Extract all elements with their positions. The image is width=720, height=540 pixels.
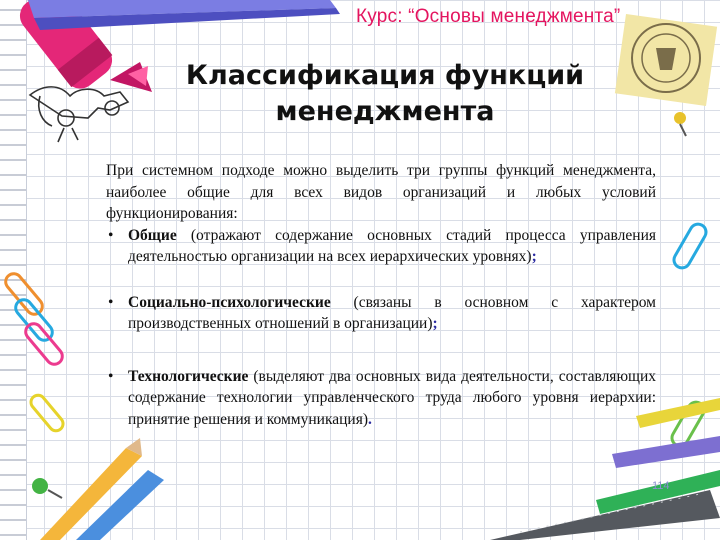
mechanical-bird-illustration <box>30 87 128 142</box>
slide-title-line1: Классификация функций <box>185 60 585 91</box>
bullet-text: (выделяют два основных вида деятельности, составляющих содержание технологии управленческого труда любого уровня иерархии: принятие решения и коммуникация) <box>128 367 656 428</box>
bullet-term: Общие <box>128 226 177 244</box>
page-number: 114 <box>652 480 670 492</box>
bullet-term: Социально-психологические <box>128 293 331 311</box>
bullet-technological <box>106 366 656 431</box>
pen-icon <box>28 0 340 30</box>
bullet-marker: • <box>108 367 114 385</box>
slide-title <box>150 58 620 130</box>
intro-paragraph: При системном подходе можно выделить три группы функций менеджмента, наиболее общие для всех видов организаций и любых условий функционирования: <box>106 162 656 222</box>
bullet-text: (отражают содержание основных стадий процесса управления деятельностью организации на всех иерархических уровнях) <box>128 226 656 265</box>
bullet-socio-psychological <box>106 292 656 335</box>
ruler-icon <box>490 490 720 540</box>
bullet-marker: • <box>108 293 114 311</box>
bullet-term: Технологические <box>128 367 249 385</box>
bullet-text: (связаны в основном с характером производственных отношений в организации) <box>128 293 656 332</box>
bullet-general <box>106 225 656 268</box>
bullet-end: ; <box>531 248 537 265</box>
pencil-icon <box>40 438 164 540</box>
bullet-marker: • <box>108 226 114 244</box>
slide-body <box>106 160 656 430</box>
slide-title-line2: менеджмента <box>275 96 495 127</box>
course-title: Курс: “Основы менеджмента” <box>356 6 621 27</box>
bullet-end: . <box>368 410 372 428</box>
bullet-end: ; <box>432 315 438 332</box>
